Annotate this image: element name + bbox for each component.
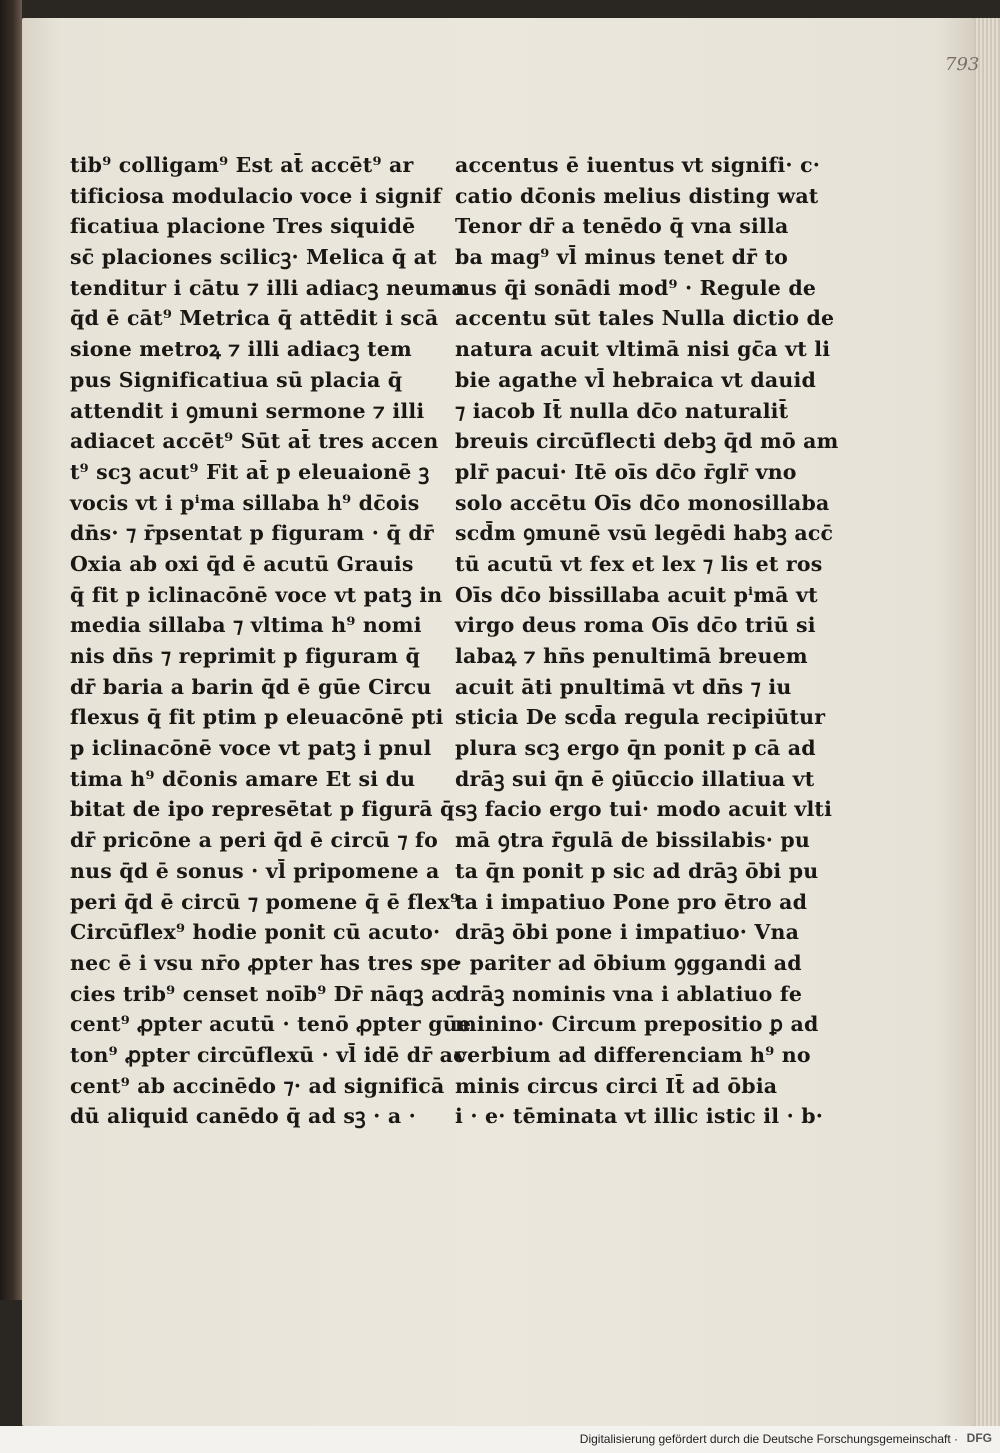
text-line: nus q̄i sonādi mod⁹ · Regule de — [455, 275, 817, 300]
text-line: ton⁹ ꝓpter circūflexū · vl̄ idē dr̄ ac — [70, 1042, 466, 1067]
text-line: nus q̄d ē sonus · vl̄ pripomene a — [70, 858, 440, 883]
text-line: solo accētu Oīs dc̄o monosillaba — [455, 490, 830, 515]
funding-credit: Digitalisierung gefördert durch die Deutsche Forschungsgemeinschaft · — [579, 1432, 958, 1446]
text-line: tificiosa modulacio voce i signif — [70, 183, 442, 208]
text-line: natura acuit vltimā nisi gc̄a vt li — [455, 337, 831, 362]
text-line: drāꝫ ōbi pone i impatiuo· Vna — [455, 920, 800, 945]
text-line: Oīs dc̄o bissillaba acuit pⁱmā vt — [455, 582, 818, 607]
text-line: bitat de ipo represētat p figurā q̄ — [70, 797, 455, 822]
text-line: t⁹ scꝫ acut⁹ Fit at̄ p eleuaionē ꝫ — [70, 459, 430, 484]
text-line: nec ē i vsu nr̄o ꝓpter has tres spe — [70, 950, 460, 975]
text-line: ba mag⁹ vl̄ minus tenet dr̄ to — [455, 245, 789, 270]
text-line: tū acutū vt fex et lex ⁊ lis et ros — [455, 551, 823, 576]
text-line: catio dc̄onis melius disting wat — [455, 183, 819, 208]
text-line: dn̄s· ⁊ r̄psentat p figuram · q̄ dr̄ — [70, 521, 434, 546]
text-line: pus Significatiua sū placia q̄ — [70, 367, 403, 392]
text-line: accentus ē iuentus vt signifi· c· — [455, 153, 821, 177]
footer-bar — [0, 1426, 1000, 1453]
text-line: acuit āti pnultimā vt dn̄s ⁊ iu — [455, 674, 792, 699]
text-line: ficatiua placione Tres siquidē — [70, 214, 416, 239]
page-stack-edge — [973, 18, 1000, 1428]
text-line: ⁊ iacob It̄ nulla dc̄o naturalit̄ — [455, 398, 789, 423]
text-column-right — [455, 150, 839, 1132]
text-line: accentu sūt tales Nulla dictio de — [455, 306, 835, 331]
text-line: adiacet accēt⁹ Sūt at̄ tres accen — [70, 429, 439, 454]
text-line: sc̄ placiones scilicꝫ· Melica q̄ at — [70, 245, 437, 270]
text-line: minis circus circi It̄ ad ōbia — [455, 1073, 778, 1098]
text-line: verbium ad differenciam h⁹ no — [455, 1042, 811, 1067]
text-line: cent⁹ ab accinēdo ⁊· ad significā — [70, 1073, 445, 1098]
text-line: bie agathe vl̄ hebraica vt dauid — [455, 367, 817, 392]
text-line: ta q̄n ponit p sic ad drāꝫ ōbi pu — [455, 858, 819, 883]
text-line: drāꝫ nominis vna i ablatiuo fe — [455, 981, 803, 1006]
text-line: labaꝝ ⁊ hn̄s penultimā breuem — [455, 644, 808, 668]
text-line: vocis vt i pⁱma sillaba h⁹ dc̄ois — [70, 490, 420, 515]
folio-number: 793 — [945, 54, 980, 75]
text-line: p iclinacōnē voce vt patꝫ i pnul — [70, 736, 432, 761]
text-line: scd̄m ꝯmunē vsū legēdi habꝫ acc̄ — [455, 521, 834, 546]
text-line: sione metroꝝ ⁊ illi adiacꝫ tem — [70, 337, 412, 362]
text-line: tenditur i cātu ⁊ illi adiacꝫ neuma — [70, 275, 465, 300]
book-left-edge — [0, 0, 22, 1300]
text-line: mā ꝯtra r̄gulā de bissilabis· pu — [455, 828, 811, 853]
text-line: q̄ fit p iclinacōnē voce vt patꝫ in — [70, 582, 443, 607]
text-line: dr̄ pricōne a peri q̄d ē circū ⁊ fo — [70, 828, 438, 853]
text-line: media sillaba ⁊ vltima h⁹ nomi — [70, 613, 422, 638]
text-line: plura scꝫ ergo q̄n ponit p cā ad — [455, 736, 816, 761]
text-line: dū aliquid canēdo q̄ ad sꝫ · a · — [70, 1104, 416, 1129]
text-line: virgo deus roma Oīs dc̄o triū si — [455, 613, 816, 638]
text-line: Oxia ab oxi q̄d ē acutū Grauis — [70, 551, 414, 576]
text-line: flexus q̄ fit ptim p eleuacōnē pti — [70, 705, 444, 730]
text-line: Circūflex⁹ hodie ponit cū acuto· — [70, 920, 441, 945]
text-line: q̄d ē cāt⁹ Metrica q̄ attēdit i scā — [70, 306, 439, 331]
text-line: ta i impatiuo Pone pro ētro ad — [455, 889, 808, 914]
text-line: attendit i ꝯmuni sermone ⁊ illi — [70, 398, 425, 423]
text-line: sꝫ facio ergo tui· modo acuit vlti — [455, 797, 833, 822]
text-line: tima h⁹ dc̄onis amare Et si du — [70, 766, 416, 791]
text-line: minino· Circum prepositio ꝑ ad — [455, 1012, 819, 1037]
text-line: Tenor dr̄ a tenēdo q̄ vna silla — [455, 214, 789, 239]
text-line: drāꝫ sui q̄n ē ꝯiūccio illatiua vt — [455, 766, 815, 791]
text-line: plr̄ pacui· Itē oīs dc̄o r̄glr̄ vno — [455, 459, 797, 484]
text-line: nis dn̄s ⁊ reprimit p figuram q̄ — [70, 644, 421, 668]
text-line: · pariter ad ōbium ꝯggandi ad — [455, 950, 802, 975]
text-line: cies trib⁹ censet noīb⁹ Dr̄ nāqꝫ ac — [70, 981, 458, 1006]
text-column-left — [70, 150, 472, 1132]
text-line: cent⁹ ꝓpter acutū · tenō ꝓpter gūe — [70, 1012, 472, 1037]
text-line: peri q̄d ē circū ⁊ pomene q̄ ē flex⁹ — [70, 889, 460, 914]
text-line: dr̄ baria a barin q̄d ē gūe Circu — [70, 674, 432, 699]
text-line: sticia De scd̄a regula recipiūtur — [455, 705, 826, 730]
text-line: tib⁹ colligam⁹ Est at̄ accēt⁹ ar — [70, 153, 414, 177]
dfg-logo: DFG — [966, 1431, 992, 1445]
text-line: breuis circūflecti debꝫ q̄d mō am — [455, 429, 839, 454]
text-line: i · e· tēminata vt illic istic il · b· — [455, 1104, 824, 1129]
